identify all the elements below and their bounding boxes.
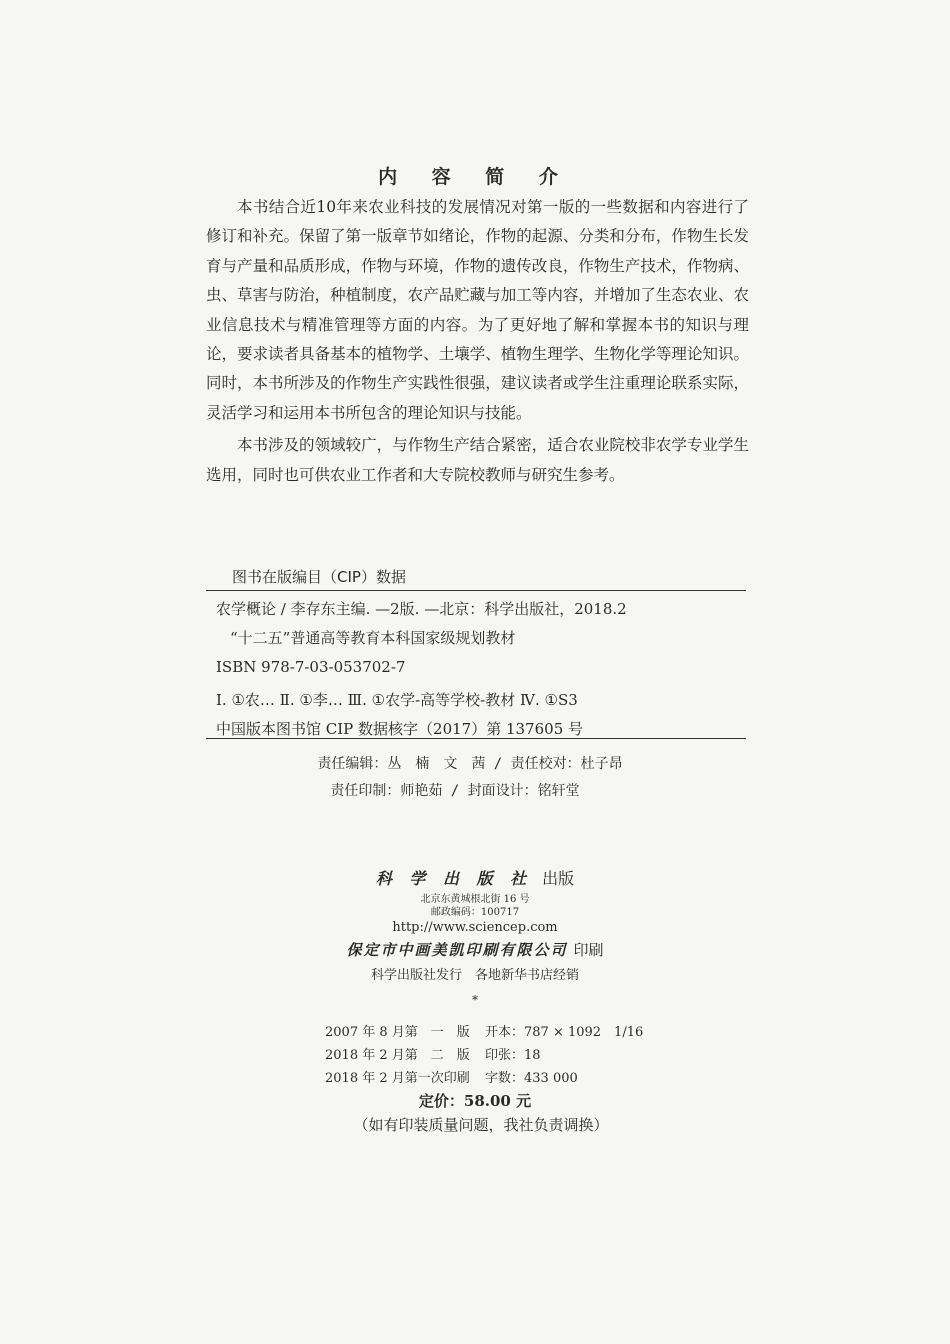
price: 定价：58.00 元 bbox=[418, 1092, 532, 1110]
printer-line bbox=[0, 937, 950, 963]
cip-top-rule bbox=[206, 590, 746, 591]
cip-heading: 图书在版编目（CIP）数据 bbox=[232, 568, 406, 586]
summary-paragraph-2: 本书涉及的领域较广，与作物生产结合紧密，适合农业院校非农学专业学生选用，同时也可供农业工作者和大专院校教师与研究生参考。 bbox=[206, 436, 749, 484]
first-printing-date: 2018 年 2 月第一次印刷 bbox=[325, 1071, 470, 1086]
second-edition-date: 2018 年 2 月第 二 版 bbox=[325, 1048, 470, 1063]
edition-row-3 bbox=[325, 1067, 643, 1090]
separator-star: * bbox=[472, 993, 478, 1007]
print-sheets: 印张：18 bbox=[485, 1048, 541, 1063]
format-size: 开本：787 × 1092 1/16 bbox=[485, 1025, 644, 1040]
printer-name: 保定市中画美凯印刷有限公司 bbox=[346, 941, 568, 959]
publisher-url: http://www.sciencep.com bbox=[392, 920, 558, 935]
edition-row-2 bbox=[325, 1044, 643, 1067]
publisher-name: 科 学 出 版 社 bbox=[375, 869, 533, 888]
cip-record-line: 中国版本图书馆 CIP 数据核字（2017）第 137605 号 bbox=[216, 720, 584, 738]
quality-note: （如有印装质量问题，我社负责调换） bbox=[353, 1116, 609, 1134]
publisher-address: 北京东黄城根北街 16 号 bbox=[420, 894, 530, 905]
printer-action: 印刷 bbox=[573, 941, 604, 959]
editors-line-1: 责任编辑：丛 楠 文 茜 / 责任校对：杜子昂 bbox=[317, 756, 623, 772]
editors-block bbox=[0, 751, 950, 805]
summary-body bbox=[206, 193, 749, 490]
summary-paragraph-1: 本书结合近10年来农业科技的发展情况对第一版的一些数据和内容进行了修订和补充。保留了第一版章节如绪论，作物的起源、分类和分布，作物生长发育与产量和品质形成，作物与环境，作物的遗传改良，作物生产技术，作物病、虫、草害与防治，种植制度，农产品贮藏与加工等内容，并增加了生态农业、农业信息技术与精准管理等方面的内容。为了更好地了解和掌握本书的知识与理论，要求读者具备基本的植物学、土壤学、植物生理学、生物化学等理论知识。同时，本书所涉及的作物生产实践性很强，建议读者或学生注重理论联系实际，灵活学习和运用本书所包含的理论知识与技能。 bbox=[206, 198, 749, 422]
publisher-line bbox=[0, 865, 950, 893]
cip-block bbox=[216, 595, 746, 744]
first-edition-date: 2007 年 8 月第 一 版 bbox=[325, 1025, 470, 1040]
edition-block bbox=[325, 1021, 643, 1090]
editors-line-2: 责任印制：师艳茹 / 封面设计：铭轩堂 bbox=[330, 783, 580, 799]
distribution-line: 科学出版社发行 各地新华书店经销 bbox=[370, 968, 579, 983]
cip-title-line: 农学概论 / 李存东主编. —2版. —北京：科学出版社，2018.2 bbox=[216, 600, 627, 618]
summary-title: 内 容 简 介 bbox=[378, 166, 572, 188]
publisher-postcode: 邮政编码：100717 bbox=[430, 907, 520, 918]
publisher-action: 出版 bbox=[542, 869, 575, 888]
cip-classification-line: Ⅰ. ①农… Ⅱ. ①李… Ⅲ. ①农学-高等学校-教材 Ⅳ. ①S3 bbox=[216, 691, 578, 709]
cip-isbn-line: ISBN 978-7-03-053702-7 bbox=[216, 658, 406, 676]
cip-series-line: “十二五”普通高等教育本科国家级规划教材 bbox=[230, 629, 516, 647]
edition-row-1 bbox=[325, 1021, 643, 1044]
word-count: 字数：433 000 bbox=[485, 1071, 578, 1086]
publisher-block bbox=[0, 865, 950, 1009]
cip-bottom-rule bbox=[206, 738, 746, 739]
